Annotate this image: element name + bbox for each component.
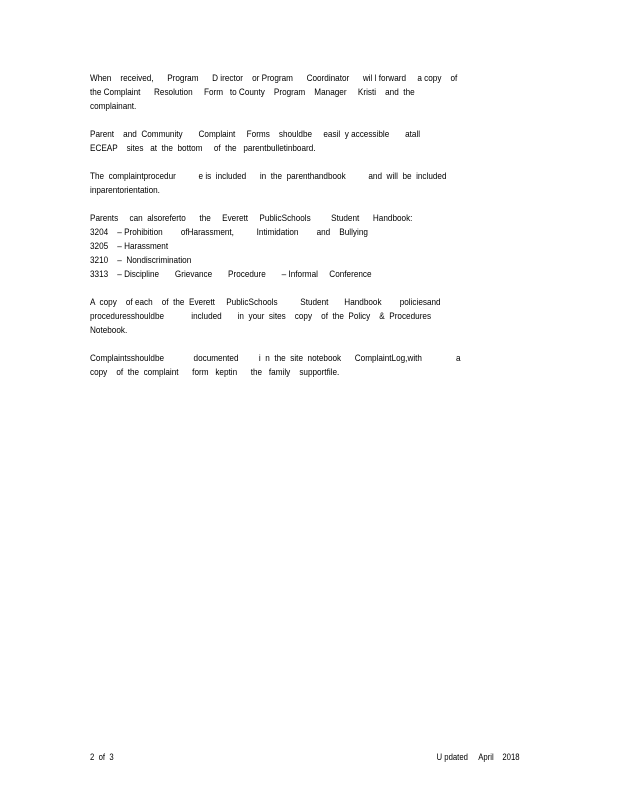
paragraph-2-line-1: Parent and Community Complaint Forms shouldbe easil y accessible atall — [90, 129, 421, 140]
updated-date: U pdated April 2018 — [436, 752, 520, 762]
paragraph-3-line-1: The complaintprocedur e is included in the parenthandbook and will be included — [90, 171, 447, 182]
page-number: 2 of 3 — [90, 752, 114, 762]
paragraph-3-line-2: inparentorientation. — [90, 185, 160, 196]
paragraph-5-line-1: A copy of each of the Everett PublicSchools Student Handbook policiesand — [90, 297, 441, 308]
paragraph-5-line-3: Notebook. — [90, 325, 128, 336]
paragraph-6-line-2: copy of the complaint form keptin the family supportfile. — [90, 367, 340, 378]
policy-3204: 3204 – Prohibition ofHarassment, Intimidation and Bullying — [90, 227, 368, 238]
paragraph-1-line-2: the Complaint Resolution Form to County Program Manager Kristi and the — [90, 87, 415, 98]
policy-3205: 3205 – Harassment — [90, 241, 169, 252]
paragraph-5-line-2: proceduresshouldbe included in your sites copy of the Policy & Procedures — [90, 311, 432, 322]
paragraph-4-line-1: Parents can alsoreferto the Everett PublicSchools Student Handbook: — [90, 213, 413, 224]
paragraph-6-line-1: Complaintsshouldbe documented i n the site notebook ComplaintLog,with a — [90, 353, 461, 364]
paragraph-1-line-1: When received, Program D irector or Program Coordinator wil l forward a copy of — [90, 73, 458, 84]
paragraph-2-line-2: ECEAP sites at the bottom of the parentbulletinboard. — [90, 143, 316, 154]
policy-3210: 3210 – Nondiscrimination — [90, 255, 192, 266]
policy-3313: 3313 – Discipline Grievance Procedure – Informal Conference — [90, 269, 372, 280]
paragraph-1-line-3: complainant. — [90, 101, 137, 112]
